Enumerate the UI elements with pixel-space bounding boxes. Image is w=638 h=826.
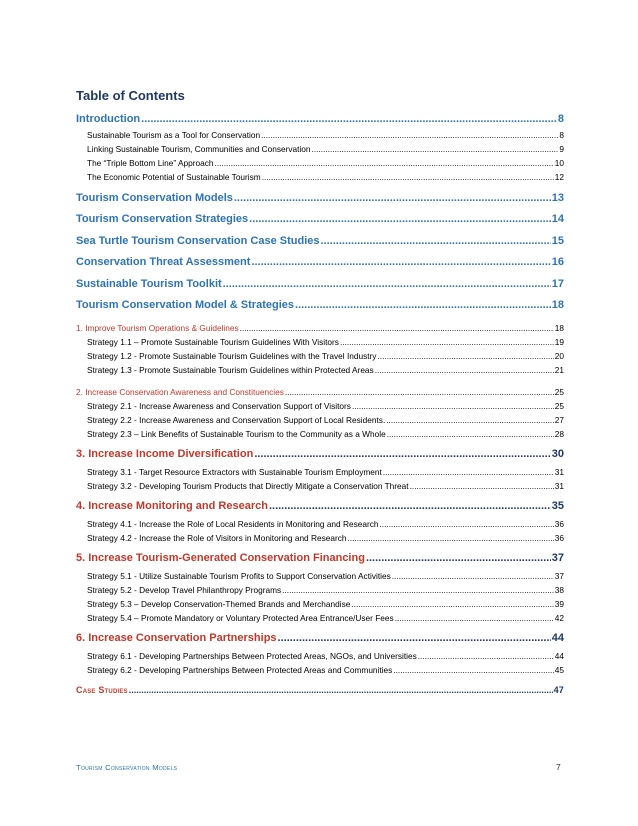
- toc-entry-page: 15: [551, 235, 564, 247]
- toc-entry-text: 2. Increase Conservation Awareness and Constituencies: [76, 387, 284, 397]
- toc-section-3[interactable]: [76, 448, 564, 460]
- toc-entry-text: Strategy 2.1 - Increase Awareness and Conservation Support of Visitors: [87, 401, 351, 411]
- toc-entry-introduction[interactable]: [76, 113, 564, 125]
- toc-entry-text: 6. Increase Conservation Partnerships: [76, 632, 277, 644]
- toc-entry-text: Strategy 1.2 - Promote Sustainable Tourism Guidelines with the Travel Industry: [87, 351, 377, 361]
- toc-entry-text: 1. Improve Tourism Operations & Guidelines: [76, 323, 239, 333]
- toc-subentry[interactable]: [76, 651, 564, 661]
- dot-leader: [129, 685, 553, 695]
- toc-section-2[interactable]: [76, 387, 564, 397]
- dot-leader: [278, 632, 551, 644]
- toc-entry-text: Strategy 2.3 – Link Benefits of Sustainable Tourism to the Community as a Whole: [87, 429, 386, 439]
- toc-entry-model-strategies[interactable]: [76, 299, 564, 311]
- toc-entry-text: Strategy 2.2 - Increase Awareness and Conservation Support of Local Residents.: [87, 415, 386, 425]
- toc-section-6[interactable]: [76, 632, 564, 644]
- dot-leader: [251, 256, 550, 268]
- toc-entry-page: 44: [551, 632, 564, 644]
- toc-subentry[interactable]: [76, 481, 564, 491]
- footer-page-number: 7: [556, 762, 561, 772]
- toc-entry-page: 17: [551, 278, 564, 290]
- toc-entry-page: 31: [554, 467, 564, 477]
- toc-entry-text: Strategy 4.2 - Increase the Role of Visitors in Monitoring and Research: [87, 533, 347, 543]
- dot-leader: [366, 552, 551, 564]
- toc-entry-page: 47: [553, 685, 564, 695]
- toc-entry-page: 14: [551, 213, 564, 225]
- dot-leader: [215, 158, 554, 168]
- toc-entry-text: 5. Increase Tourism-Generated Conservation Financing: [76, 552, 365, 564]
- toc-subentry[interactable]: [76, 571, 564, 581]
- toc-entry-text: Case Studies: [76, 685, 128, 695]
- toc-entry-page: 39: [554, 599, 564, 609]
- toc-entry-text: The “Triple Bottom Line” Approach: [87, 158, 214, 168]
- toc-entry-page: 35: [551, 500, 564, 512]
- toc-subentry[interactable]: [76, 665, 564, 675]
- toc-entry-text: 4. Increase Monitoring and Research: [76, 500, 268, 512]
- toc-entry-text: Strategy 4.1 - Increase the Role of Local Residents in Monitoring and Research: [87, 519, 379, 529]
- toc-entry-page: 25: [554, 401, 564, 411]
- toc-section-4[interactable]: [76, 500, 564, 512]
- dot-leader: [379, 519, 553, 529]
- toc-entry-threat-assessment[interactable]: [76, 256, 564, 268]
- toc-entry-text: Sustainable Tourism Toolkit: [76, 278, 222, 290]
- toc-entry-text: The Economic Potential of Sustainable Tourism: [87, 172, 261, 182]
- toc-entry-text: Strategy 5.1 - Utilize Sustainable Tourism Profits to Support Conservation Activities: [87, 571, 391, 581]
- toc-entry-page: 28: [554, 429, 564, 439]
- dot-leader: [351, 599, 553, 609]
- toc-subentry[interactable]: [76, 467, 564, 477]
- dot-leader: [387, 429, 554, 439]
- toc-entry-text: Strategy 6.1 - Developing Partnerships Between Protected Areas, NGOs, and Universities: [87, 651, 417, 661]
- toc-entry-page: 13: [551, 192, 564, 204]
- toc-subentry[interactable]: [76, 130, 564, 140]
- toc-entry-page: 18: [551, 299, 564, 311]
- toc-entry-text: Tourism Conservation Model & Strategies: [76, 299, 295, 311]
- dot-leader: [285, 387, 554, 397]
- dot-leader: [375, 365, 554, 375]
- dot-leader: [261, 130, 558, 140]
- toc-entry-page: 37: [551, 552, 564, 564]
- dot-leader: [249, 213, 551, 225]
- dot-leader: [223, 278, 551, 290]
- toc-subentry[interactable]: [76, 519, 564, 529]
- dot-leader: [348, 533, 554, 543]
- toc-entry-page: 16: [551, 256, 564, 268]
- dot-leader: [295, 299, 551, 311]
- dot-leader: [377, 351, 553, 361]
- dot-leader: [321, 235, 551, 247]
- toc-entry-page: 36: [554, 533, 564, 543]
- toc-subentry[interactable]: [76, 429, 564, 439]
- toc-entry-tourism-conservation-models[interactable]: [76, 192, 564, 204]
- dot-leader: [234, 192, 551, 204]
- toc-entry-page: 9: [559, 144, 564, 154]
- toc-entry-page: 18: [554, 323, 564, 333]
- toc-entry-toolkit[interactable]: [76, 278, 564, 290]
- dot-leader: [383, 467, 554, 477]
- toc-entry-text: Sustainable Tourism as a Tool for Conservation: [87, 130, 261, 140]
- toc-entry-case-studies[interactable]: [76, 685, 564, 695]
- toc-section-5[interactable]: [76, 552, 564, 564]
- toc-entry-text: Strategy 1.1 – Promote Sustainable Tourism Guidelines With Visitors: [87, 337, 339, 347]
- footer-title: Tourism Conservation Models: [76, 763, 178, 772]
- dot-leader: [393, 665, 553, 675]
- toc-entry-text: Tourism Conservation Strategies: [76, 213, 249, 225]
- toc-section-1[interactable]: [76, 323, 564, 333]
- toc-entry-text: Introduction: [76, 113, 141, 125]
- toc-entry-text: Sea Turtle Tourism Conservation Case Studies: [76, 235, 320, 247]
- toc-entry-page: 10: [554, 158, 564, 168]
- toc-entry-page: 27: [554, 415, 564, 425]
- toc-subentry[interactable]: [76, 337, 564, 347]
- toc-subentry[interactable]: [76, 613, 564, 623]
- toc-entry-text: Strategy 5.4 – Promote Mandatory or Voluntary Protected Area Entrance/User Fees: [87, 613, 394, 623]
- toc-entry-page: 31: [554, 481, 564, 491]
- toc-subentry[interactable]: [76, 415, 564, 425]
- toc-entry-text: 3. Increase Income Diversification: [76, 448, 254, 460]
- toc-entry-text: Linking Sustainable Tourism, Communities and Conservation: [87, 144, 311, 154]
- toc-entry-text: Strategy 6.2 - Developing Partnerships Between Protected Areas and Communities: [87, 665, 393, 675]
- toc-entry-text: Tourism Conservation Models: [76, 192, 233, 204]
- dot-leader: [392, 571, 554, 581]
- toc-subentry[interactable]: [76, 158, 564, 168]
- toc-entry-page: 25: [554, 387, 564, 397]
- toc-entry-text: Strategy 5.2 - Develop Travel Philanthropy Programs: [87, 585, 282, 595]
- dot-leader: [240, 323, 554, 333]
- toc-entry-page: 21: [554, 365, 564, 375]
- toc-entry-page: 8: [557, 113, 564, 125]
- dot-leader: [312, 144, 559, 154]
- toc-entry-page: 44: [554, 651, 564, 661]
- toc-subentry[interactable]: [76, 351, 564, 361]
- toc-entry-sea-turtle-case-studies[interactable]: [76, 235, 564, 247]
- toc-subentry[interactable]: [76, 172, 564, 182]
- toc-entry-page: 36: [554, 519, 564, 529]
- toc-entry-text: Conservation Threat Assessment: [76, 256, 251, 268]
- toc-entry-page: 12: [554, 172, 564, 182]
- dot-leader: [340, 337, 554, 347]
- dot-leader: [395, 613, 554, 623]
- dot-leader: [386, 415, 554, 425]
- toc-title: Table of Contents: [76, 88, 185, 103]
- toc-entry-page: 38: [554, 585, 564, 595]
- toc-subentry[interactable]: [76, 585, 564, 595]
- toc-entry-page: 20: [554, 351, 564, 361]
- toc-entry-page: 42: [554, 613, 564, 623]
- toc-subentry[interactable]: [76, 599, 564, 609]
- toc-entry-text: Strategy 1.3 - Promote Sustainable Tourism Guidelines within Protected Areas: [87, 365, 374, 375]
- toc-entry-tourism-conservation-strategies[interactable]: [76, 213, 564, 225]
- dot-leader: [282, 585, 554, 595]
- toc-entry-page: 19: [554, 337, 564, 347]
- toc-subentry[interactable]: [76, 144, 564, 154]
- toc-entry-text: Strategy 3.2 - Developing Tourism Products that Directly Mitigate a Conservation Threat: [87, 481, 409, 491]
- dot-leader: [269, 500, 551, 512]
- toc-entry-page: 37: [554, 571, 564, 581]
- dot-leader: [141, 113, 557, 125]
- toc-entry-text: Strategy 3.1 - Target Resource Extractors with Sustainable Tourism Employment: [87, 467, 382, 477]
- dot-leader: [254, 448, 550, 460]
- toc-entry-page: 45: [554, 665, 564, 675]
- dot-leader: [352, 401, 554, 411]
- dot-leader: [418, 651, 554, 661]
- toc-subentry[interactable]: [76, 401, 564, 411]
- toc-entry-page: 30: [551, 448, 564, 460]
- toc-subentry[interactable]: [76, 365, 564, 375]
- dot-leader: [410, 481, 554, 491]
- dot-leader: [262, 172, 554, 182]
- toc-entry-text: Strategy 5.3 – Develop Conservation-Themed Brands and Merchandise: [87, 599, 351, 609]
- toc-entry-page: 8: [559, 130, 564, 140]
- toc-subentry[interactable]: [76, 533, 564, 543]
